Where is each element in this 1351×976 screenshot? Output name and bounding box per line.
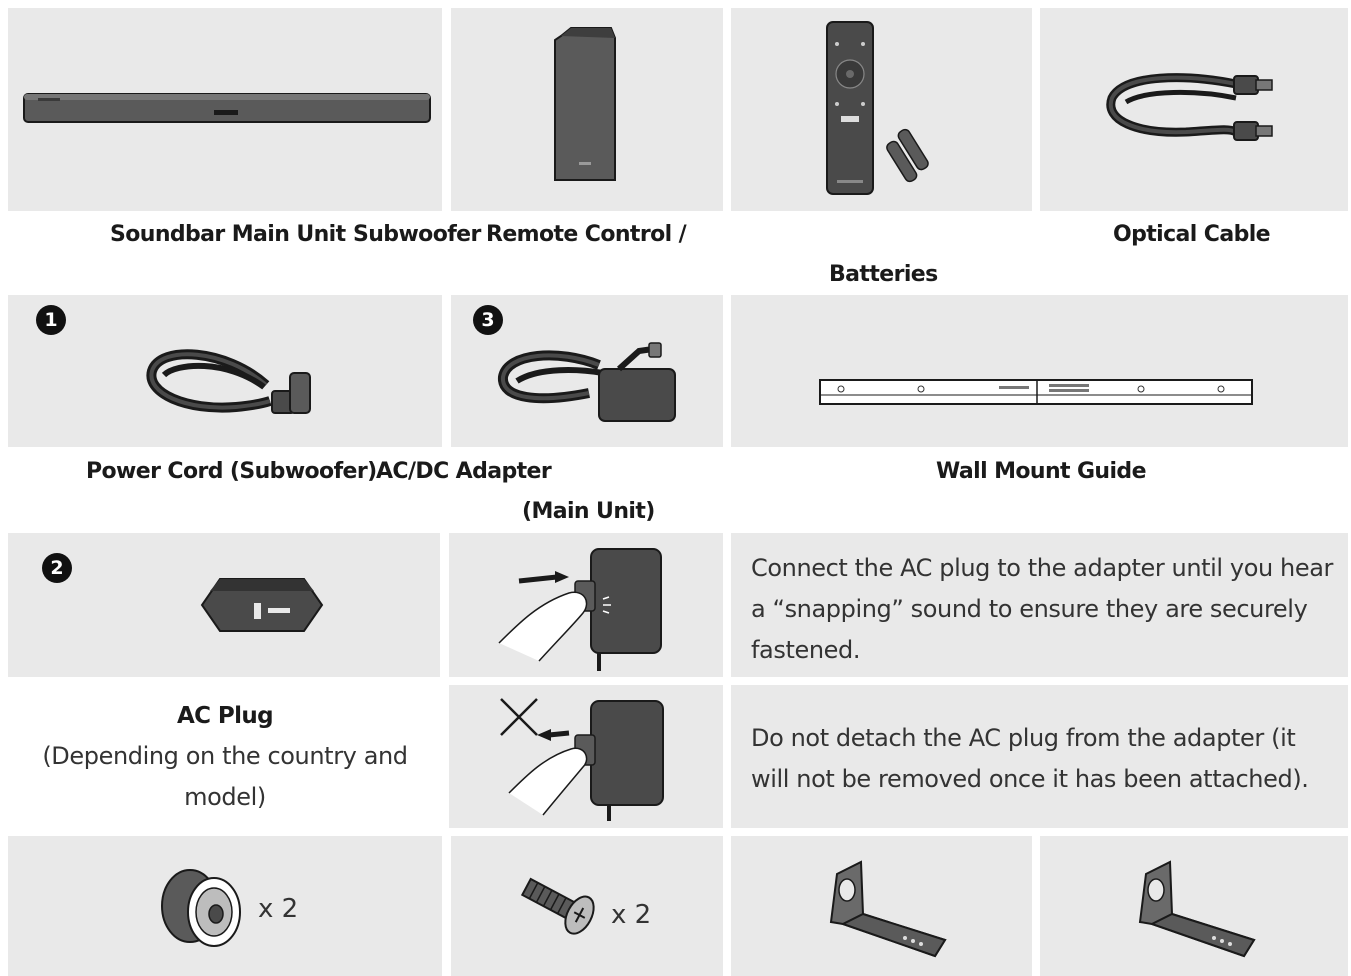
wall-mount-panel — [731, 295, 1348, 447]
subwoofer-panel — [451, 8, 723, 211]
detach-illustration-panel — [449, 685, 723, 828]
screw-panel — [451, 836, 723, 976]
screw-quantity: x 2 — [611, 900, 652, 930]
holder-quantity: x 2 — [258, 894, 299, 924]
power-cord-image — [146, 345, 326, 419]
detach-note-panel — [731, 685, 1348, 828]
wall-mount-guide-image — [819, 379, 1253, 407]
ac-plug-panel — [8, 533, 440, 677]
subwoofer-image — [551, 26, 621, 186]
bracket-left-image — [823, 860, 953, 960]
screw-image — [517, 872, 607, 936]
detach-plug-image — [499, 695, 679, 823]
holder-cone-image — [158, 866, 248, 948]
adapter-image — [499, 343, 679, 425]
optical-panel — [1040, 8, 1348, 211]
power-cord-panel — [8, 295, 442, 447]
adapter-label-line1: AC/DC Adapter — [376, 459, 552, 484]
badge-three: 3 — [473, 305, 503, 335]
subwoofer-label: Subwoofer — [353, 222, 481, 247]
soundbar-label: Soundbar Main Unit — [110, 222, 346, 247]
adapter-label-line2: (Main Unit) — [522, 499, 655, 524]
remote-panel — [731, 8, 1032, 211]
soundbar-panel — [8, 8, 442, 211]
power-cord-label: Power Cord (Subwoofer) — [86, 459, 377, 484]
connect-note-panel — [731, 533, 1348, 677]
ac-plug-image — [200, 575, 324, 633]
ac-plug-label: AC Plug — [176, 703, 274, 729]
remote-label-line1: Remote Control / — [486, 222, 687, 247]
connect-plug-image — [499, 543, 679, 673]
adapter-panel — [451, 295, 723, 447]
holder-panel — [8, 836, 442, 976]
detach-note-text: Do not detach the AC plug from the adapter (it will not be removed once it has been attached). — [751, 724, 1309, 793]
ac-plug-note-line1: (Depending on the country and — [42, 742, 408, 770]
bracket-right-image — [1132, 860, 1262, 960]
remote-label-line2: Batteries — [829, 262, 938, 287]
optical-cable-image — [1106, 72, 1286, 148]
bracket-right-panel — [1040, 836, 1348, 976]
soundbar-image — [22, 90, 432, 126]
ac-plug-note-line2: model) — [184, 783, 266, 811]
badge-two: 2 — [42, 553, 72, 583]
remote-image — [823, 20, 943, 198]
connect-note-text: Connect the AC plug to the adapter until you hear a “snapping” sound to ensure they are securely fastened. — [751, 554, 1334, 664]
bracket-left-panel — [731, 836, 1032, 976]
badge-one: 1 — [36, 305, 66, 335]
wall-mount-label: Wall Mount Guide — [936, 459, 1146, 484]
connect-illustration-panel — [449, 533, 723, 677]
prohibited-x-icon — [501, 699, 537, 735]
optical-label: Optical Cable — [1113, 222, 1270, 247]
